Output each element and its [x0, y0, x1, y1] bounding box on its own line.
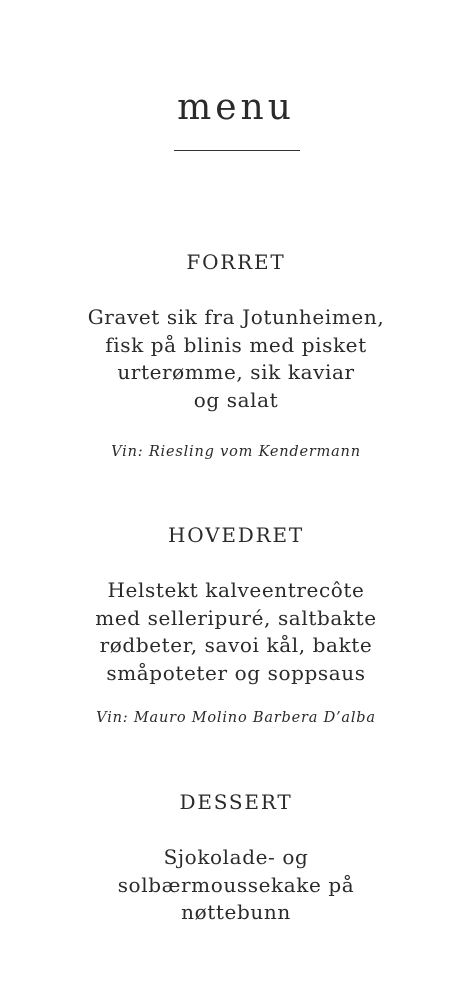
dish-line: Helstekt kalveentrecôte	[107, 578, 365, 602]
dish-description-hovedret	[60, 577, 412, 687]
dish-line: småpoteter og soppsaus	[106, 660, 366, 685]
dish-line: Gravet sik fra Jotunheimen,	[87, 305, 385, 329]
dish-line: og salat	[193, 387, 279, 412]
dish-line: med selleripuré, saltbakte	[95, 605, 377, 630]
dish-line: urterømme, sik kaviar	[117, 360, 355, 384]
dish-description-forret	[60, 304, 412, 414]
section-heading-dessert: DESSERT	[179, 790, 293, 814]
wine-pairing-forret: Vin: Riesling vom Kendermann	[111, 444, 361, 460]
dish-line: Sjokolade- og	[163, 845, 309, 869]
dish-line: fisk på blinis med pisket	[105, 332, 367, 357]
dish-line: solbærmoussekake på	[117, 872, 355, 897]
section-heading-hovedret: HOVEDRET	[168, 523, 304, 547]
dish-line: rødbeter, savoi kål, bakte	[99, 633, 373, 657]
wine-pairing-hovedret: Vin: Mauro Molino Barbera D’alba	[96, 710, 376, 726]
menu-title: menu	[177, 87, 295, 128]
title-divider	[174, 150, 300, 151]
dish-description-dessert	[60, 844, 412, 927]
section-heading-forret: FORRET	[186, 250, 286, 274]
dish-line: nøttebunn	[181, 900, 291, 924]
